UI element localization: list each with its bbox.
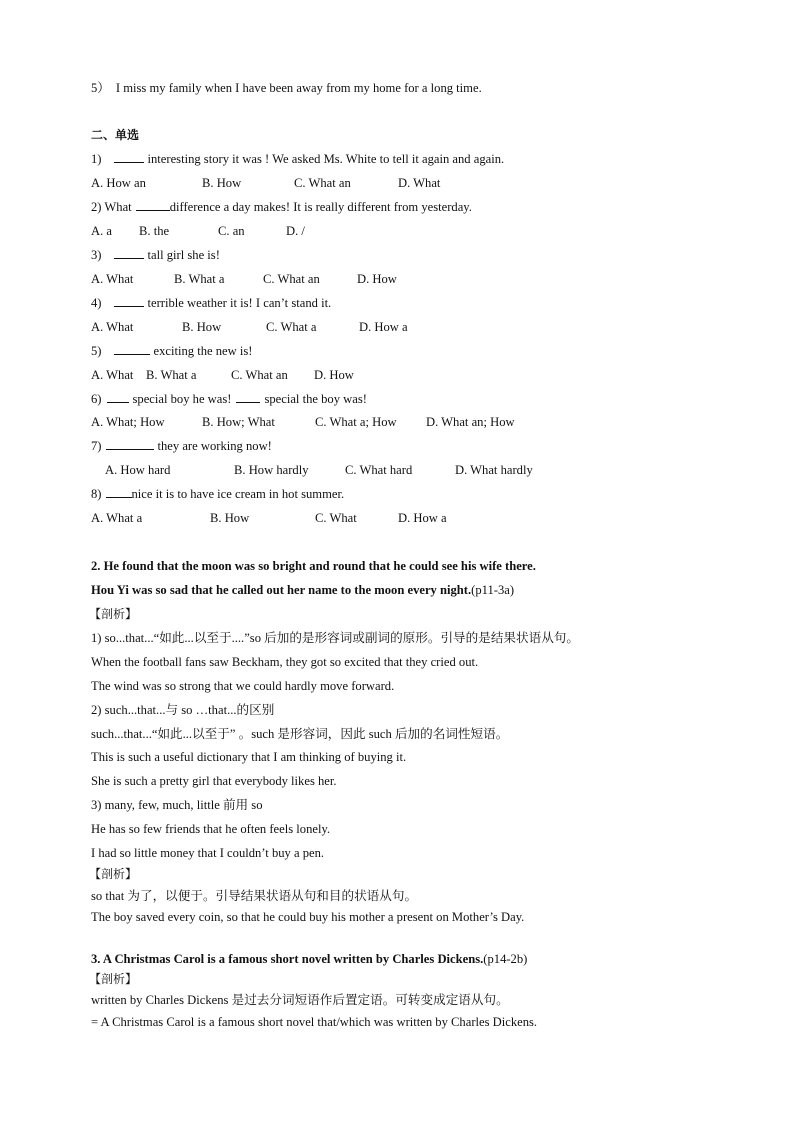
- option-b: B. What a: [174, 272, 225, 286]
- option-d: D. What: [398, 176, 441, 190]
- question-8: [91, 486, 344, 502]
- example-sentence: I had so little money that I couldn’t buy a pen.: [91, 846, 325, 860]
- analysis-line: such...that...“如此...以至于” 。such 是形容词，因此 such 后加的名词性短语。: [91, 727, 509, 741]
- answer-blank: [114, 151, 144, 163]
- option-b: B. the: [139, 224, 170, 238]
- example-sentence: He has so few friends that he often feels lonely.: [91, 822, 331, 836]
- option-a: A. How hard: [105, 463, 171, 477]
- point3-heading: 3. A Christmas Carol is a famous short novel written by Charles Dickens.: [91, 952, 484, 966]
- option-a: A. What: [91, 320, 134, 334]
- point2-heading-line2: [91, 582, 514, 598]
- option-a: A. What: [91, 368, 134, 382]
- question-number: 4): [91, 296, 102, 310]
- example-sentence: This is such a useful dictionary that I am thinking of buying it.: [91, 750, 407, 764]
- question-text: interesting story it was ! We asked Ms. White to tell it again and again.: [147, 152, 505, 166]
- answer-blank: [106, 438, 154, 450]
- page-reference: (p11-3a): [471, 583, 515, 597]
- question-number: 8): [91, 487, 102, 501]
- option-b: B. How hardly: [234, 463, 309, 477]
- question-number: 7): [91, 439, 102, 453]
- question-text: I miss my family when I have been away from my home for a long time.: [115, 81, 482, 95]
- question-number: 5): [91, 344, 102, 358]
- analysis-line: 1) so...that...“如此...以至于....”so 后加的是形容词或副词的原形。引导的是结果状语从句。: [91, 631, 579, 645]
- example-sentence: The wind was so strong that we could hardly move forward.: [91, 679, 395, 693]
- analysis-line: so that 为了，以便于。引导结果状语从句和目的状语从句。: [91, 889, 418, 903]
- example-sentence: = A Christmas Carol is a famous short novel that/which was written by Charles Dickens.: [91, 1015, 538, 1029]
- question-3: [91, 247, 220, 263]
- option-d: D. /: [286, 224, 305, 238]
- fill-question-5: [91, 80, 482, 96]
- option-d: D. What an; How: [426, 415, 515, 429]
- analysis-line: 2) such...that...与 so …that...的区别: [91, 703, 275, 717]
- option-a: A. What a: [91, 511, 143, 525]
- answer-blank: [236, 391, 260, 403]
- question-4: [91, 295, 331, 311]
- point2-heading: 2. He found that the moon was so bright and round that he could see his wife there.: [91, 559, 536, 573]
- option-b: B. How: [210, 511, 250, 525]
- example-sentence: The boy saved every coin, so that he could buy his mother a present on Mother’s Day.: [91, 910, 525, 924]
- option-c: C. What hard: [345, 463, 413, 477]
- analysis-line: written by Charles Dickens 是过去分词短语作后置定语。可转变成定语从句。: [91, 993, 509, 1007]
- option-a: A. What: [91, 272, 134, 286]
- option-d: D. How a: [398, 511, 447, 525]
- option-a: A. How an: [91, 176, 146, 190]
- example-sentence: When the football fans saw Beckham, they got so excited that they cried out.: [91, 655, 479, 669]
- option-c: C. What an: [263, 272, 320, 286]
- question-number: 5）: [91, 81, 110, 95]
- question-text: tall girl she is!: [147, 248, 220, 262]
- option-c: C. What: [315, 511, 357, 525]
- question-1: [91, 151, 504, 167]
- question-7: [91, 438, 272, 454]
- option-c: C. What an: [231, 368, 288, 382]
- question-number: 2) What: [91, 200, 132, 214]
- answer-blank: [107, 391, 129, 403]
- question-number: 1): [91, 152, 102, 166]
- answer-blank: [136, 199, 170, 211]
- option-d: D. What hardly: [455, 463, 533, 477]
- option-c: C. What a; How: [315, 415, 397, 429]
- page-reference: (p14-2b): [483, 952, 528, 966]
- analysis-label: 【剖析】: [89, 607, 138, 621]
- question-text: exciting the new is!: [153, 344, 253, 358]
- question-6: [91, 391, 367, 407]
- option-b: B. How: [202, 176, 242, 190]
- option-d: D. How: [357, 272, 397, 286]
- point3-heading-line: [91, 951, 527, 967]
- option-c: C. an: [218, 224, 245, 238]
- example-sentence: She is such a pretty girl that everybody likes her.: [91, 774, 337, 788]
- question-text: difference a day makes! It is really different from yesterday.: [169, 200, 472, 214]
- option-d: D. How: [314, 368, 354, 382]
- question-text: special boy he was!: [132, 392, 232, 406]
- question-number: 3): [91, 248, 102, 262]
- answer-blank: [114, 343, 150, 355]
- question-2: [91, 199, 472, 215]
- option-b: B. How: [182, 320, 222, 334]
- answer-blank: [114, 295, 144, 307]
- answer-blank: [114, 247, 144, 259]
- option-c: C. What an: [294, 176, 351, 190]
- option-c: C. What a: [266, 320, 317, 334]
- option-a: A. a: [91, 224, 112, 238]
- question-number: 6): [91, 392, 102, 406]
- option-a: A. What; How: [91, 415, 165, 429]
- option-b: B. How; What: [202, 415, 275, 429]
- analysis-line: 3) many, few, much, little 前用 so: [91, 798, 263, 812]
- section-title: 二、单选: [91, 128, 140, 142]
- option-d: D. How a: [359, 320, 408, 334]
- option-b: B. What a: [146, 368, 197, 382]
- analysis-label: 【剖析】: [89, 867, 138, 881]
- question-text: they are working now!: [157, 439, 272, 453]
- question-text: terrible weather it is! I can’t stand it.: [147, 296, 332, 310]
- question-text: nice it is to have ice cream in hot summer.: [131, 487, 345, 501]
- question-text: special the boy was!: [264, 392, 367, 406]
- question-5: [91, 343, 252, 359]
- analysis-label: 【剖析】: [89, 972, 138, 986]
- answer-blank: [106, 486, 132, 498]
- point2-heading: Hou Yi was so sad that he called out her name to the moon every night.: [91, 583, 472, 597]
